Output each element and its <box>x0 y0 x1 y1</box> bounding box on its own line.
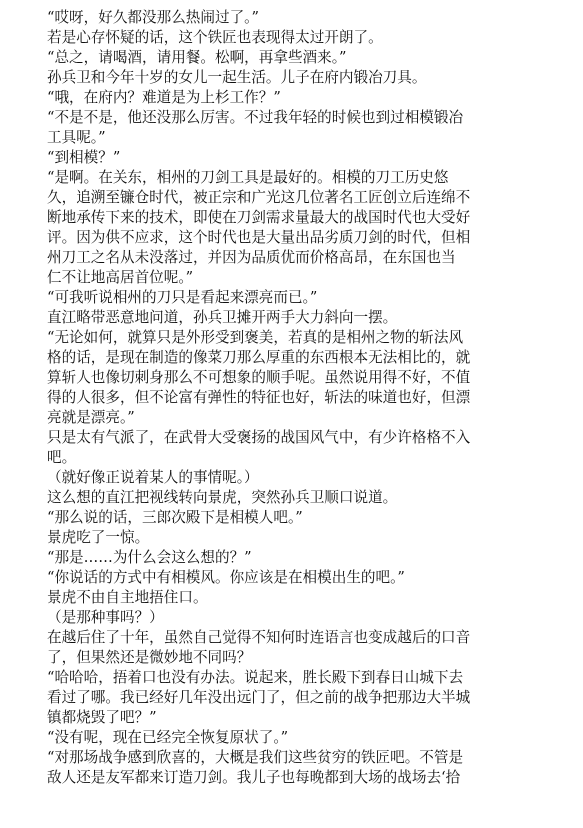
text-line: 了，但果然还是微妙地不同吗？ <box>47 649 252 666</box>
text-line: 吧。 <box>47 449 77 466</box>
text-line: 若是心存怀疑的话，这个铁匠也表现得太过开朗了。 <box>47 29 383 46</box>
text-line: 直江略带恶意地问道，孙兵卫摊开两手大力斜向一摆。 <box>47 309 398 326</box>
text-line: “可我听说相州的刀只是看起来漂亮而已。” <box>47 289 318 306</box>
text-line: 只是太有气派了，在武骨大受褒扬的战国风气中，有少许格格不入 <box>47 429 471 446</box>
text-line: “哦，在府内？难道是为上杉工作？” <box>47 89 281 106</box>
text-line: 断地承传下来的技术，即使在刀剑需求量最大的战国时代也大受好 <box>47 209 471 226</box>
text-line: 孙兵卫和今年十岁的女儿一起生活。儿子在府内锻冶刀具。 <box>47 69 427 86</box>
text-line: “无论如何，就算只是外形受到褒美，若真的是相州之物的斩法风 <box>47 329 464 346</box>
text-line: 得的人很多，但不论富有弹性的特征也好，斩法的味道也好，但漂 <box>47 389 471 406</box>
text-line: 景虎不由自主地捂住口。 <box>47 589 208 606</box>
text-line: “对那场战争感到欣喜的，大概是我们这些贫穷的铁匠吧。不管是 <box>47 749 464 766</box>
text-line: “那是……为什么会这么想的？” <box>47 549 252 566</box>
text-line: 看过了哪。我已经好几年没出远门了，但之前的战争把那边大半城 <box>47 689 471 706</box>
text-line: 算斩人也像切刺身那么不可想象的顺手呢。虽然说用得不好，不值 <box>47 369 471 386</box>
text-line: 格的话，是现在制造的像菜刀那么厚重的东西根本无法相比的，就 <box>47 349 471 366</box>
text-line: “不是不是，他还没那么厉害。不过我年轻的时候也到过相模锻冶 <box>47 109 464 126</box>
text-line: 久，追溯至镰仓时代，被正宗和广光这几位著名工匠创立后连绵不 <box>47 189 471 206</box>
text-line: “那么说的话，三郎次殿下是相模人吧。” <box>47 509 303 526</box>
text-line: 仁不让地高居首位呢。” <box>47 269 194 286</box>
text-line: 这么想的直江把视线转向景虎，突然孙兵卫顺口说道。 <box>47 489 398 506</box>
text-line: （就好像正说着某人的事情呢。） <box>47 469 259 486</box>
text-line: （是那种事吗？） <box>47 609 164 626</box>
text-line: 景虎吃了一惊。 <box>47 529 150 546</box>
text-line: “是啊。在关东，相州的刀剑工具是最好的。相模的刀工历史悠 <box>47 169 449 186</box>
text-line: 在越后住了十年，虽然自己觉得不知何时连语言也变成越后的口音 <box>47 629 471 646</box>
text-line: “哎呀，好久都没那么热闹过了。” <box>47 9 259 26</box>
text-line: 评。因为供不应求，这个时代也是大量出品劣质刀剑的时代，但相 <box>47 229 471 246</box>
text-line: “总之，请喝酒，请用餐。松啊，再拿些酒来。” <box>47 49 347 66</box>
text-line: 州刀工之名从未没落过，并因为品质优而价格高昂，在东国也当 <box>47 249 456 266</box>
text-line: “哈哈哈，捂着口也没有办法。说起来，胜长殿下到春日山城下去 <box>47 669 464 686</box>
text-line: 敌人还是友军都来订造刀剑。我儿子也每晚都到大场的战场去‘拾 <box>47 769 461 786</box>
text-line: “你说话的方式中有相模风。你应该是在相模出生的吧。” <box>47 569 405 586</box>
text-line: “没有呢，现在已经完全恢复原状了。” <box>47 729 289 746</box>
text-line: 镇都烧毁了吧？” <box>47 709 157 726</box>
text-line: 亮就是漂亮。” <box>47 409 135 426</box>
text-line: 工具呢。” <box>47 129 106 146</box>
text-line: “到相模？” <box>47 149 121 166</box>
